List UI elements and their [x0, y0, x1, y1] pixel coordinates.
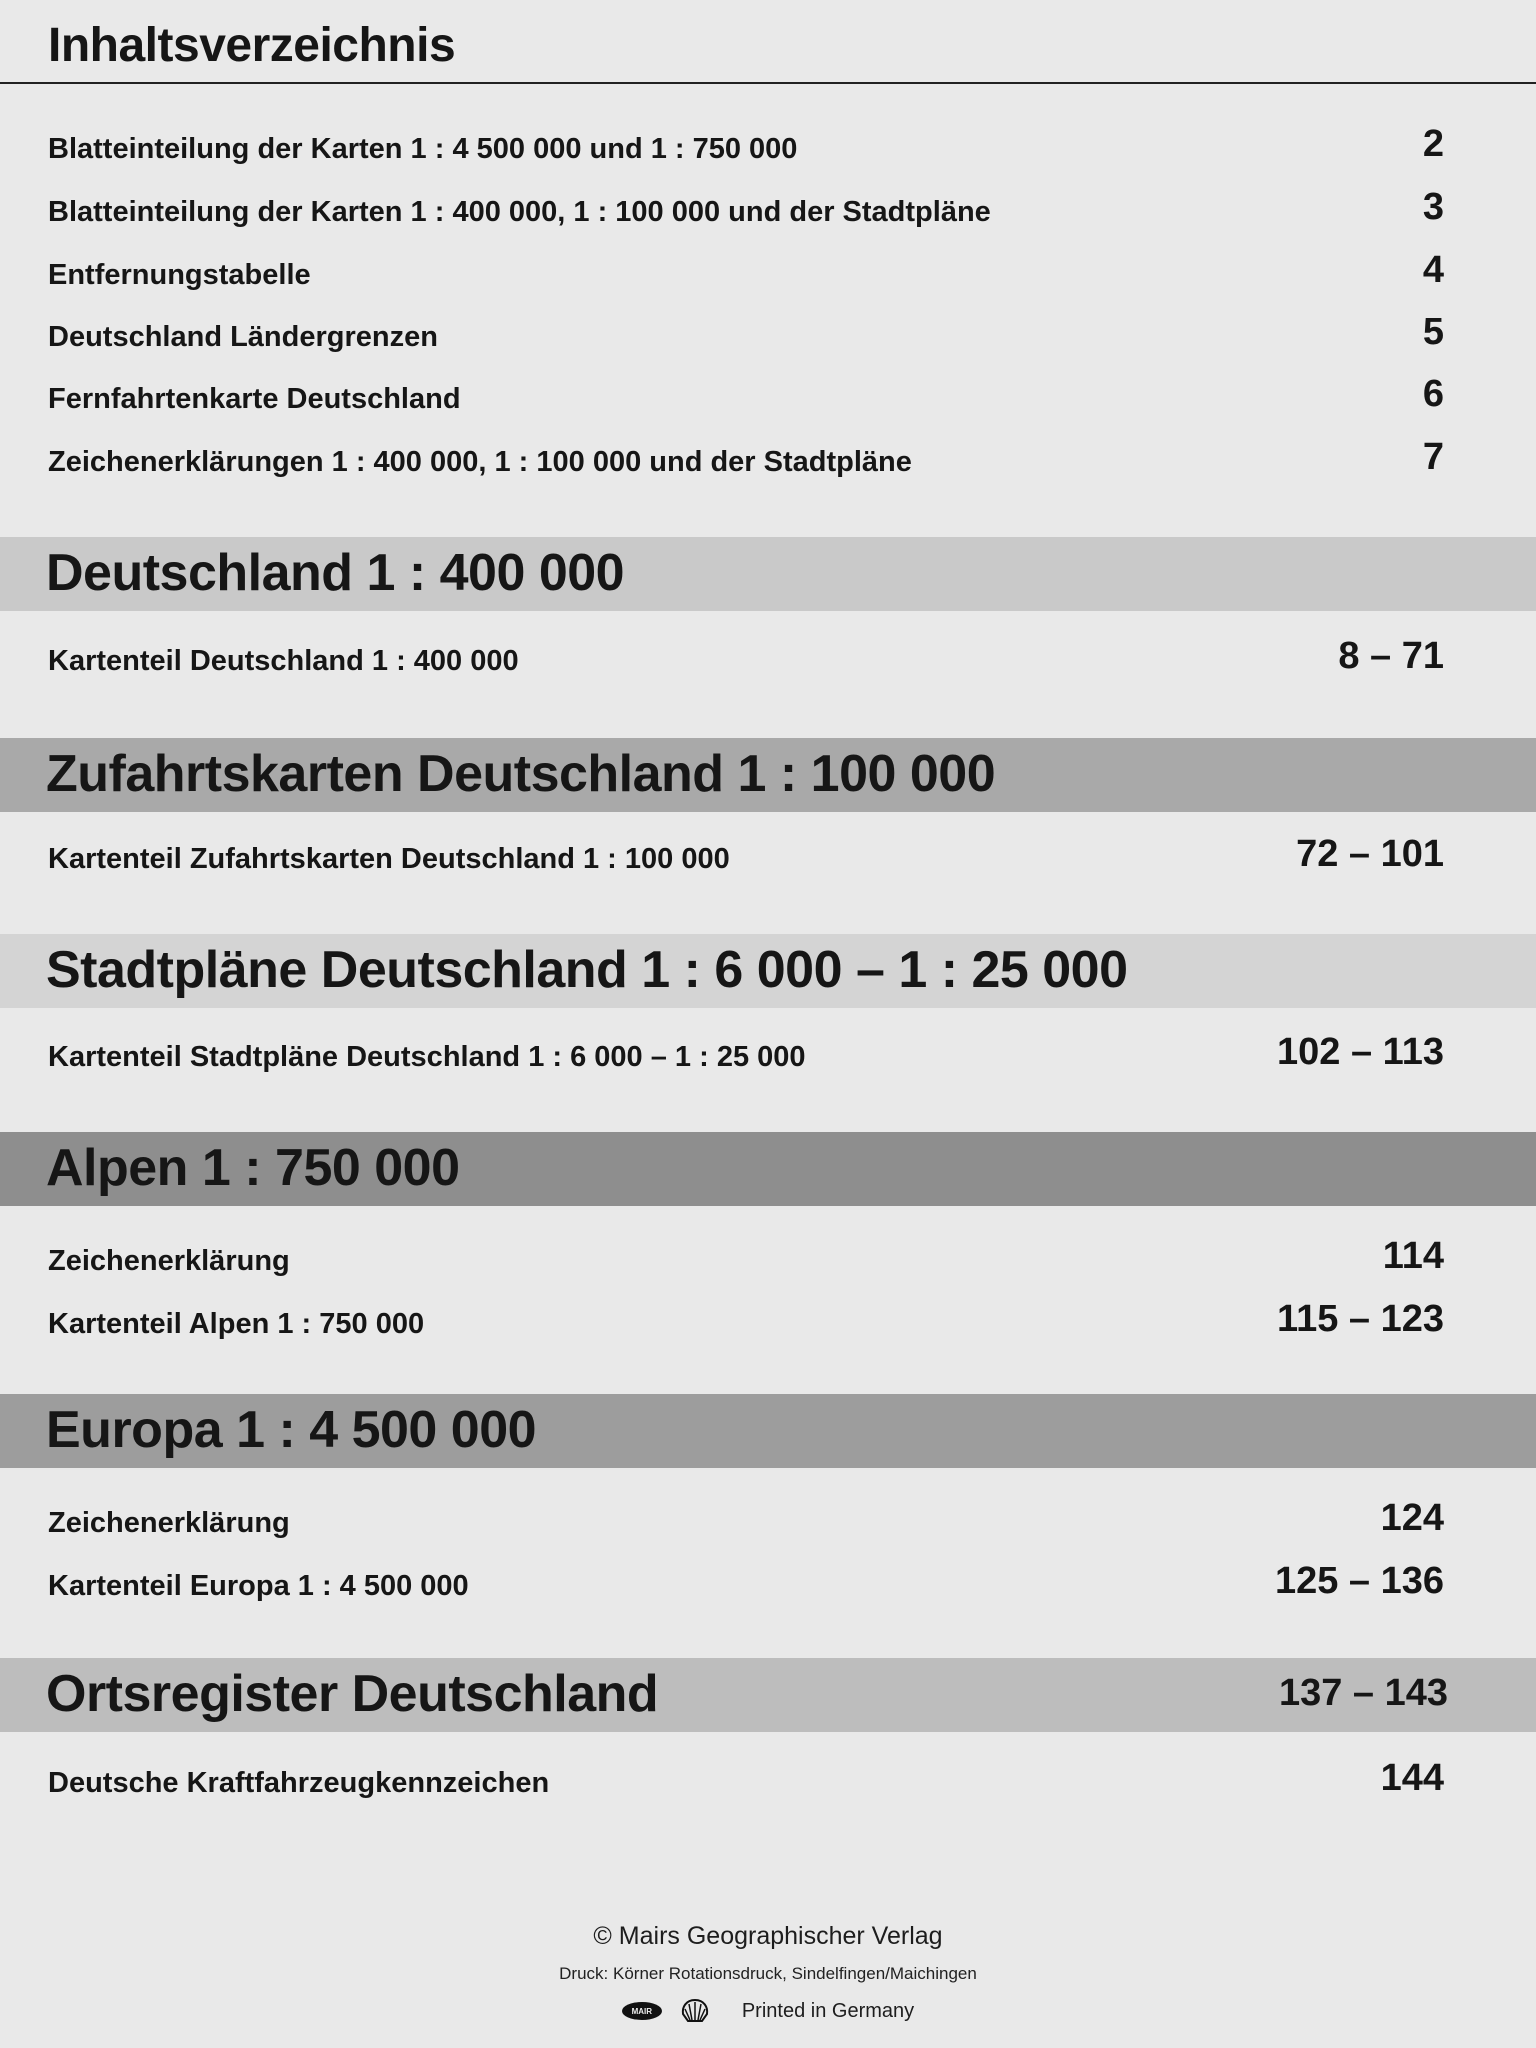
toc-entry [0, 187, 1536, 239]
entry-pages: 102 – 113 [1277, 1031, 1444, 1073]
shell-logo-icon [680, 1998, 710, 2024]
entry-label: Kartenteil Deutschland 1 : 400 000 [48, 645, 519, 677]
section-band [0, 1394, 1536, 1468]
toc-entry [0, 1758, 1536, 1810]
entry-pages: 115 – 123 [1277, 1298, 1444, 1340]
entry-label: Kartenteil Europa 1 : 4 500 000 [48, 1570, 469, 1602]
entry-pages: 6 [1422, 373, 1444, 415]
entry-pages: 72 – 101 [1296, 833, 1444, 875]
toc-entry [0, 124, 1536, 176]
entry-label: Fernfahrtenkarte Deutschland [48, 383, 461, 415]
printed-in-text: Printed in Germany [741, 1999, 915, 2022]
entry-pages: 3 [1422, 186, 1444, 228]
copyright-text: © Mairs Geographischer Verlag [593, 1922, 943, 1950]
entry-label: Zeichenerklärungen 1 : 400 000, 1 : 100 000 und der Stadtpläne [48, 446, 912, 478]
entry-pages: 4 [1422, 249, 1444, 291]
entry-pages: 8 – 71 [1338, 635, 1444, 677]
entry-pages: 114 [1382, 1235, 1444, 1277]
section-heading: Alpen 1 : 750 000 [46, 1139, 460, 1197]
section-heading: Stadtpläne Deutschland 1 : 6 000 – 1 : 25 000 [46, 941, 1128, 999]
footer-logos [0, 1998, 1536, 2024]
toc-entry [0, 1561, 1536, 1613]
mair-logo-icon: MAIR [622, 2002, 662, 2020]
entry-label: Entfernungstabelle [48, 259, 311, 291]
section-band [0, 934, 1536, 1008]
section-band [0, 1132, 1536, 1206]
entry-label: Zeichenerklärung [48, 1507, 290, 1539]
section-heading: Europa 1 : 4 500 000 [46, 1401, 537, 1459]
entry-label: Blatteinteilung der Karten 1 : 400 000, 1 : 100 000 und der Stadtpläne [48, 196, 991, 228]
toc-entry [0, 1236, 1536, 1288]
entry-label: Zeichenerklärung [48, 1245, 290, 1277]
print-info: Druck: Körner Rotationsdruck, Sindelfingen/Maichingen [559, 1964, 977, 1983]
entry-label: Deutschland Ländergrenzen [48, 321, 438, 353]
toc-entry [0, 1498, 1536, 1550]
section-pages: 137 – 143 [1278, 1672, 1448, 1714]
entry-pages: 124 [1380, 1497, 1444, 1539]
entry-label: Kartenteil Zufahrtskarten Deutschland 1 : 100 000 [48, 843, 730, 875]
entry-label: Blatteinteilung der Karten 1 : 4 500 000 und 1 : 750 000 [48, 133, 798, 165]
section-heading: Deutschland 1 : 400 000 [46, 544, 625, 602]
toc-entry [0, 312, 1536, 364]
entry-pages: 2 [1422, 123, 1444, 165]
section-band [0, 1658, 1536, 1732]
entry-label: Kartenteil Alpen 1 : 750 000 [48, 1308, 425, 1340]
toc-entry [0, 834, 1536, 886]
toc-entry [0, 1299, 1536, 1351]
entry-pages: 7 [1422, 436, 1444, 478]
entry-label: Kartenteil Stadtpläne Deutschland 1 : 6 000 – 1 : 25 000 [48, 1041, 806, 1073]
section-heading: Ortsregister Deutschland [46, 1665, 659, 1723]
section-band [0, 738, 1536, 812]
section-band [0, 537, 1536, 611]
entry-pages: 144 [1380, 1757, 1444, 1799]
toc-entry [0, 1032, 1536, 1084]
entry-pages: 5 [1422, 311, 1444, 353]
page-title: Inhaltsverzeichnis [48, 19, 456, 72]
entry-pages: 125 – 136 [1274, 1560, 1444, 1602]
toc-entry [0, 636, 1536, 688]
title-rule [0, 82, 1536, 84]
toc-entry [0, 437, 1536, 489]
toc-entry [0, 374, 1536, 426]
entry-label: Deutsche Kraftfahrzeugkennzeichen [48, 1767, 550, 1799]
toc-entry [0, 250, 1536, 302]
section-heading: Zufahrtskarten Deutschland 1 : 100 000 [46, 745, 996, 803]
